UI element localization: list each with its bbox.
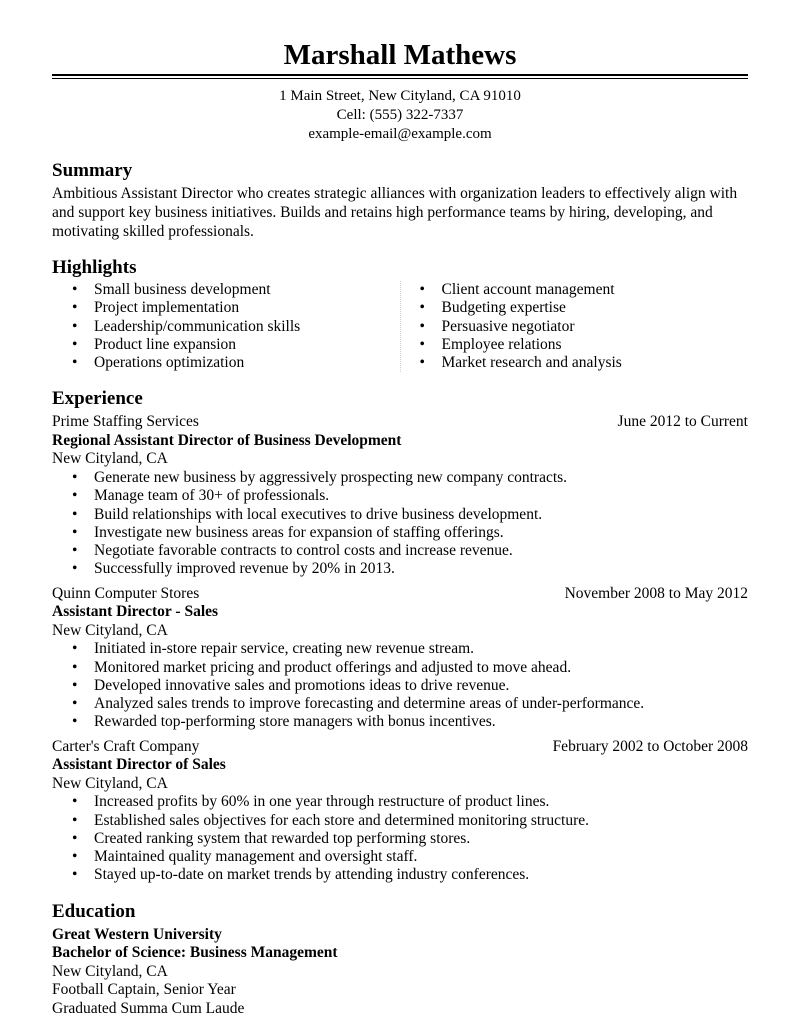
candidate-name: Marshall Mathews [283, 39, 517, 71]
highlight-item: • Small business development [52, 281, 400, 299]
job-header [52, 585, 748, 604]
summary-text: Ambitious Assistant Director who creates strategic alliances with organization leaders to effectively align with and support key business initiatives. Builds and retains high performance teams by hiring, developing, and motivating skilled professionals. [52, 185, 738, 240]
contact-email: example-email@example.com [308, 126, 492, 142]
job-role: Assistant Director of Sales [52, 756, 226, 774]
highlights-section [52, 257, 748, 372]
education-school: Great Western University [52, 925, 222, 943]
job-bullet: • Rewarded top-performing store managers with bonus incentives. [52, 713, 748, 731]
education-heading: Education [52, 900, 136, 922]
header-rule-thin [52, 78, 748, 79]
highlight-item: • Product line expansion [52, 336, 400, 354]
experience-heading: Experience [52, 388, 143, 410]
job-bullet: • Manage team of 30+ of professionals. [52, 487, 748, 505]
job-bullet: • Maintained quality management and oversight staff. [52, 848, 748, 866]
job-bullet: • Established sales objectives for each store and determined monitoring structure. [52, 812, 748, 830]
highlights-right-list [400, 281, 749, 372]
highlight-item: • Budgeting expertise [401, 299, 749, 317]
job-dates: November 2008 to May 2012 [564, 584, 748, 602]
job-bullet: • Increased profits by 60% in one year through restructure of product lines. [52, 793, 748, 811]
job-entry [52, 413, 748, 578]
job-company: Carter's Craft Company [52, 737, 200, 755]
contact-phone: Cell: (555) 322-7337 [336, 107, 464, 123]
education-note: Graduated Summa Cum Laude [52, 999, 245, 1017]
job-bullet: • Monitored market pricing and product offerings and adjusted to move ahead. [52, 659, 748, 677]
contact-block [52, 87, 748, 144]
job-bullets [52, 793, 748, 884]
highlight-item: • Operations optimization [52, 354, 400, 372]
summary-section [52, 160, 748, 241]
job-entry [52, 738, 748, 885]
job-bullet: • Created ranking system that rewarded top performing stores. [52, 830, 748, 848]
job-bullet: • Successfully improved revenue by 20% in 2013. [52, 560, 748, 578]
job-dates: June 2012 to Current [617, 413, 748, 431]
job-bullet: • Initiated in-store repair service, creating new revenue stream. [52, 640, 748, 658]
job-role: Assistant Director - Sales [52, 603, 219, 621]
job-entry [52, 585, 748, 732]
job-bullet: • Developed innovative sales and promotions ideas to drive revenue. [52, 677, 748, 695]
education-note: Football Captain, Senior Year [52, 981, 236, 999]
highlight-item: • Market research and analysis [401, 354, 749, 372]
education-location: New Cityland, CA [52, 962, 168, 980]
job-dates: February 2002 to October 2008 [552, 737, 748, 755]
contact-address: 1 Main Street, New Cityland, CA 91010 [279, 88, 521, 104]
highlight-item: • Persuasive negotiator [401, 318, 749, 336]
job-bullet: • Stayed up-to-date on market trends by attending industry conferences. [52, 866, 748, 884]
job-company: Quinn Computer Stores [52, 584, 200, 602]
job-bullet: • Investigate new business areas for expansion of staffing offerings. [52, 524, 748, 542]
highlight-item: • Project implementation [52, 299, 400, 317]
job-header [52, 738, 748, 757]
job-bullets [52, 469, 748, 579]
job-company: Prime Staffing Services [52, 413, 199, 431]
job-role: Regional Assistant Director of Business Development [52, 431, 402, 449]
summary-heading: Summary [52, 160, 133, 181]
education-section [52, 901, 748, 1019]
highlight-item: • Leadership/communication skills [52, 318, 400, 336]
job-bullet: • Analyzed sales trends to improve forecasting and determine areas of under-performance. [52, 695, 748, 713]
header-rule-thick [52, 74, 748, 76]
highlights-columns [52, 281, 748, 372]
job-header [52, 413, 748, 432]
job-bullet: • Generate new business by aggressively prospecting new company contracts. [52, 469, 748, 487]
job-location: New Cityland, CA [52, 774, 168, 792]
highlight-item: • Employee relations [401, 336, 749, 354]
job-bullet: • Negotiate favorable contracts to control costs and increase revenue. [52, 542, 748, 560]
highlights-left-list [52, 281, 400, 372]
job-bullets [52, 640, 748, 731]
job-bullet: • Build relationships with local executives to drive business development. [52, 506, 748, 524]
highlight-item: • Client account management [401, 281, 749, 299]
highlights-heading: Highlights [52, 257, 137, 278]
experience-section [52, 388, 748, 884]
job-location: New Cityland, CA [52, 621, 168, 639]
job-location: New Cityland, CA [52, 450, 168, 468]
education-degree: Bachelor of Science: Business Management [52, 944, 338, 962]
